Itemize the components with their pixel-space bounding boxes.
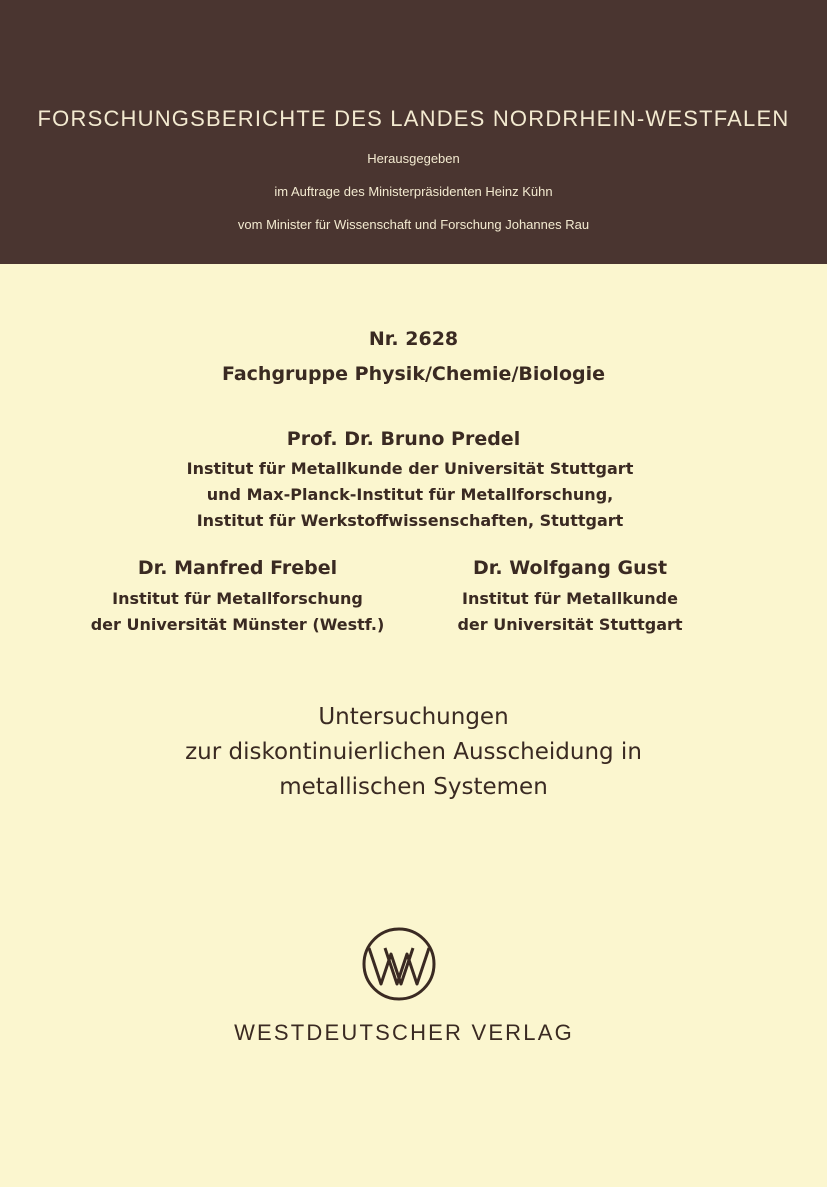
affiliation-line: Institut für Metallkunde der Universität Stuttgart [186,459,634,478]
author-affiliation-predel [0,456,820,534]
title-line: zur diskontinuierlichen Ausscheidung in [185,739,642,765]
affiliation-line: und Max-Planck-Institut für Metallforschung, [206,485,614,504]
affiliation-line: Institut für Werkstoffwissenschaften, Stuttgart [196,511,624,530]
publisher-line-2: im Auftrage des Ministerpräsidenten Heinz Kühn [274,184,553,199]
affiliation-line: Institut für Metallkunde [462,589,678,608]
title-line: metallischen Systemen [279,774,548,800]
subject-group: Fachgruppe Physik/Chemie/Biologie [221,363,605,385]
title-line: Untersuchungen [318,704,509,730]
report-number: Nr. 2628 [368,328,459,350]
author-name-gust: Dr. Wolfgang Gust [472,557,668,579]
affiliation-line: Institut für Metallforschung [112,589,363,608]
author-name-frebel: Dr. Manfred Frebel [137,557,338,579]
publisher-name: WESTDEUTSCHER VERLAG [234,1020,574,1045]
publisher-logo-icon [361,926,437,1002]
publisher-line-3: vom Minister für Wissenschaft und Forschung Johannes Rau [237,217,590,232]
author-name-predel: Prof. Dr. Bruno Predel [286,428,521,450]
series-header-band [0,0,827,264]
report-title [0,700,827,805]
affiliation-line: der Universität Stuttgart [457,615,683,634]
affiliation-line: der Universität Münster (Westf.) [90,615,385,634]
publisher-line-1: Herausgegeben [367,151,460,166]
author-affiliation-frebel [60,586,415,638]
author-affiliation-gust [400,586,740,638]
series-title: FORSCHUNGSBERICHTE DES LANDES NORDRHEIN-WESTFALEN [37,106,790,131]
